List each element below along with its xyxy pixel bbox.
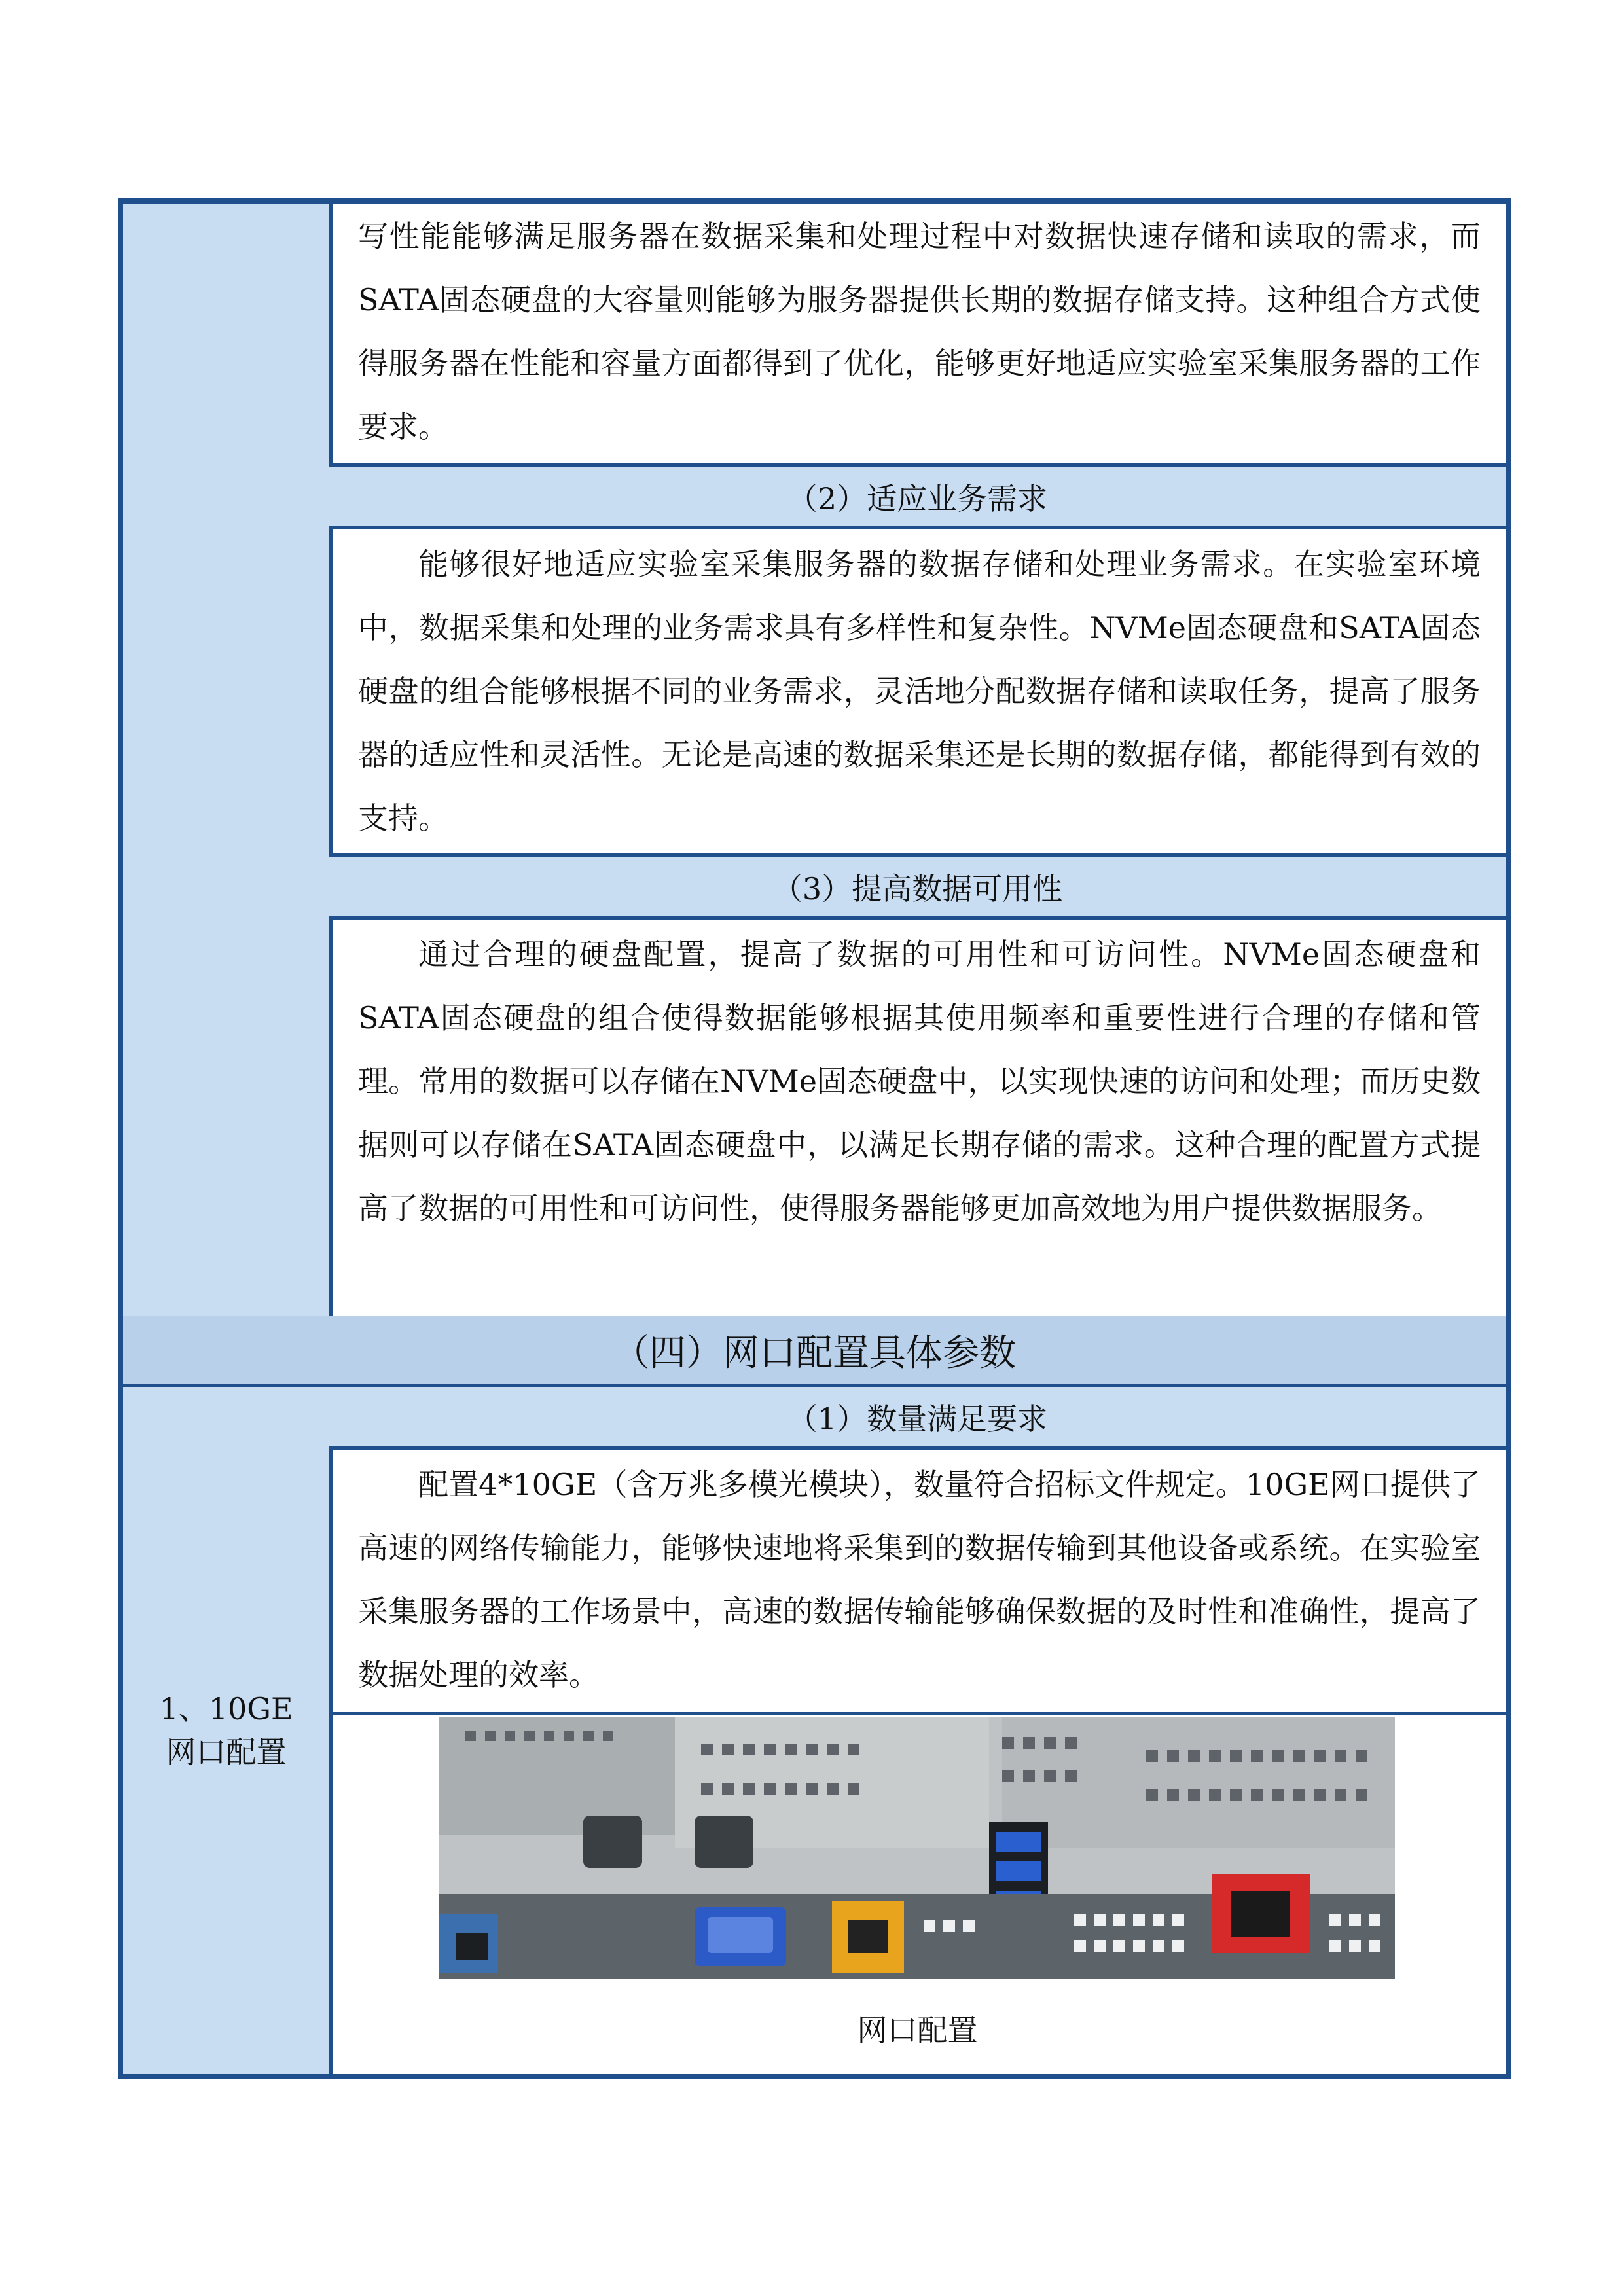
paragraph-adapt-business: 能够很好地适应实验室采集服务器的数据存储和处理业务需求。在实验室环境中，数据采集和处理的业务需求具有多样性和复杂性。NVMe固态硬盘和SATA固态硬盘的组合能够根据不同的业务需求，灵活地分配数据存储和读取任务，提高了服务器的适应性和灵活性。无论是高速的数据采集还是长期的数据存储，都能得到有效的支持。 xyxy=(358,547,1481,836)
paragraph-quantity: 配置4*10GE（含万兆多模光模块），数量符合招标文件规定。10GE网口提供了高速的网络传输能力，能够快速地将采集到的数据传输到其他设备或系统。在实验室采集服务器的工作场景中，高速的数据传输能够确保数据的及时性和准确性，提高了数据处理的效率。 xyxy=(358,1467,1481,1693)
heading-data-availability: （3）提高数据可用性 xyxy=(329,857,1506,920)
heading-quantity: （1）数量满足要求 xyxy=(329,1387,1506,1450)
cell-para-2 xyxy=(329,529,1506,857)
left-label xyxy=(159,1687,293,1774)
server-rear-panel-image xyxy=(439,1717,1395,1979)
cell-para-top xyxy=(329,204,1506,467)
section-title: （四）网口配置具体参数 xyxy=(123,1316,1506,1387)
left-label-line-2: 网口配置 xyxy=(166,1734,287,1770)
left-column-lower xyxy=(123,1387,333,2074)
cell-para-4 xyxy=(329,1450,1506,1715)
network-port-photo xyxy=(439,1717,1395,1979)
left-label-line-1: 1、10GE xyxy=(159,1691,293,1727)
heading-adapt-business: （2）适应业务需求 xyxy=(329,467,1506,529)
paragraph-top: 写性能能够满足服务器在数据采集和处理过程中对数据快速存储和读取的需求，而SATA固态硬盘的大容量则能够为服务器提供长期的数据存储支持。这种组合方式使得服务器在性能和容量方面都得到了优化，能够更好地适应实验室采集服务器的工作要求。 xyxy=(358,219,1481,444)
photo-caption: 网口配置 xyxy=(857,2013,978,2048)
cell-para-3 xyxy=(329,920,1506,1316)
paragraph-data-availability: 通过合理的硬盘配置，提高了数据的可用性和可访问性。NVMe固态硬盘和SATA固态硬盘的组合使得数据能够根据其使用频率和重要性进行合理的存储和管理。常用的数据可以存储在NVMe固态硬盘中，以实现快速的访问和处理；而历史数据则可以存储在SATA固态硬盘中，以满足长期存储的需求。这种合理的配置方式提高了数据的可用性和可访问性，使得服务器能够更加高效地为用户提供数据服务。 xyxy=(358,937,1481,1226)
left-column-upper xyxy=(123,204,333,1316)
content-table xyxy=(118,198,1511,2079)
